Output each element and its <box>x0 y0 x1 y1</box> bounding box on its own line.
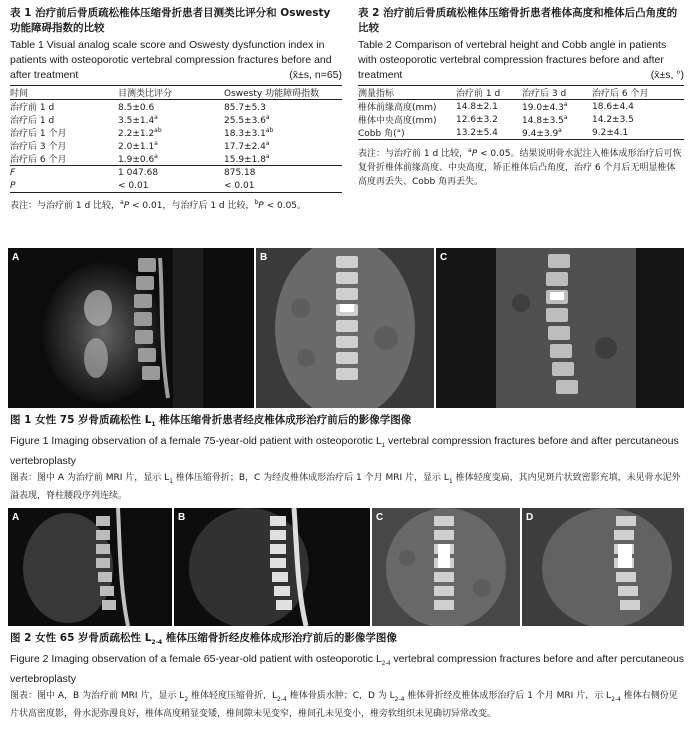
stats-row <box>10 179 342 193</box>
table2-header: 治疗前 1 d <box>456 89 501 99</box>
figure1-image-strip <box>8 248 684 408</box>
xray-lateral-image <box>436 248 684 408</box>
table-row <box>358 113 684 126</box>
value-cell: 18.6±4.4 <box>592 101 634 112</box>
figure1-caption-en: Figure 1 Imaging observation of a female 75-year-old patient with osteoporotic $L_1$ vertebral compression fractures before and after percutaneous vertebroplasty <box>10 435 679 468</box>
xray-ap-image <box>256 248 434 408</box>
figure1-panel-b <box>256 248 434 408</box>
table1 <box>10 6 342 213</box>
figure2-panel-a <box>8 508 172 626</box>
figure2-panel-d <box>522 508 684 626</box>
odi-cell: 25.5±3.6$^a$ <box>224 113 270 126</box>
table2 <box>358 6 684 189</box>
table-row <box>10 139 342 152</box>
figure2-image-strip <box>8 508 684 626</box>
table2-header: 治疗后 6 个月 <box>592 89 649 99</box>
value-cell: 9.4±3.9$^a$ <box>522 126 562 139</box>
value-cell: 19.0±4.3$^a$ <box>522 100 568 113</box>
table-row <box>10 100 342 114</box>
row-label: 治疗后 3 个月 <box>10 142 67 152</box>
vas-cell: 3.5±1.4$^a$ <box>118 113 158 126</box>
stat-value: < 0.01 <box>118 180 149 191</box>
vas-cell: 2.2±1.2$^{ab}$ <box>118 126 162 139</box>
table2-header: 治疗后 3 d <box>522 89 567 99</box>
xray-lateral-image <box>522 508 684 626</box>
row-label: 治疗后 1 个月 <box>10 129 67 139</box>
table1-header: Oswesty 功能障碍指数 <box>224 89 320 99</box>
value-cell: 14.2±3.5 <box>592 114 634 125</box>
panel-label: C <box>440 252 448 263</box>
figure1-legend: 图表：图中 A 为治疗前 MRI 片，显示 $L_1$ 椎体压缩骨折；B，C 为经皮椎体成形治疗后 1 个月 MRI 片，显示 $L_1$ 椎体轻度变扁，其内见斑片状致密影充填，未见骨水泥外溢表现，脊柱腰段序列连续。 <box>10 473 681 501</box>
stat-label: F <box>10 167 16 178</box>
row-label: 治疗前 1 d <box>10 103 55 113</box>
table2-caption-en: Table 2 Comparison of vertebral height and Cobb angle in patients with osteoporotic vertebral compression fractures before and after treatment <box>358 39 667 81</box>
table-row <box>10 113 342 126</box>
panel-label: B <box>260 252 268 263</box>
figure2-legend: 图表：图中 A，B 为治疗前 MRI 片，显示 $L_2$ 椎体轻度压缩骨折，$L_{2-4}$ 椎体骨质水肿；C，D 为 $L_{2-4}$ 椎体骨折经皮椎体成形治疗后 1 个月 MRI 片，示 $L_{2-4}$ 椎体右侧份见片状高密度影，骨水泥弥漫良好，椎体高度稍显变矮，椎间隙未见变窄，椎间孔未见变小，椎旁软组织未见确切异常改变。 <box>10 691 678 719</box>
row-label: Cobb 角(°) <box>358 129 405 139</box>
table2-header: 测量指标 <box>358 89 395 99</box>
table2-stat-note: (x̄±s, °) <box>650 69 684 81</box>
table2-footnote: 表注：与治疗前 1 d 比较，$^a$P < 0.05。结果说明骨水泥注入椎体成形治疗后可恢复骨折椎体前缘高度、中央高度，矫正椎体后凸角度，治疗 6 个月后无明显椎体高度再丢失、Cobb 角再丢失。 <box>358 147 682 187</box>
figure2-caption <box>10 631 686 721</box>
table-row <box>358 100 684 114</box>
value-cell: 9.2±4.1 <box>592 127 629 138</box>
vas-cell: 2.0±1.1$^a$ <box>118 139 158 152</box>
panel-label: A <box>12 512 20 523</box>
table1-grid <box>10 85 342 193</box>
figure1-panel-a <box>8 248 254 408</box>
mri-t2-image <box>174 508 370 626</box>
table-row <box>10 126 342 139</box>
panel-label: C <box>376 512 384 523</box>
figure2-panel-b <box>174 508 370 626</box>
row-label: 椎体中央高度(mm) <box>358 116 437 126</box>
row-label: 治疗后 6 个月 <box>10 155 67 165</box>
vas-cell: 8.5±0.6 <box>118 102 155 113</box>
figure2-caption-en: Figure 2 Imaging observation of a female 65-year-old patient with osteoporotic $L_{2-4}$ vertebral compression fractures before and after percutaneous vertebroplasty <box>10 653 685 686</box>
stat-label: P <box>10 180 16 191</box>
stat-value: < 0.01 <box>224 180 255 191</box>
table1-caption-zh: 表 1 治疗前后骨质疏松椎体压缩骨折患者目测类比评分和 Oswesty 功能障碍指数的比较 <box>10 7 331 34</box>
value-cell: 14.8±3.5$^a$ <box>522 113 568 126</box>
stat-value: 875.18 <box>224 167 256 178</box>
table1-footnote: 表注：与治疗前 1 d 比较，$^a$P < 0.01，与治疗后 1 d 比较，$^b$P < 0.05。 <box>10 199 307 211</box>
table2-grid <box>358 85 684 140</box>
value-cell: 13.2±5.4 <box>456 127 498 138</box>
stat-value: 1 047.68 <box>118 167 159 178</box>
vas-cell: 1.9±0.6$^a$ <box>118 152 158 165</box>
table1-header: 时间 <box>10 89 29 99</box>
table-row <box>10 152 342 166</box>
figure2-panel-c <box>372 508 520 626</box>
value-cell: 12.6±3.2 <box>456 114 498 125</box>
odi-cell: 85.7±5.3 <box>224 102 266 113</box>
row-label: 椎体前缘高度(mm) <box>358 103 437 113</box>
table-row <box>358 126 684 140</box>
odi-cell: 18.3±3.1$^{ab}$ <box>224 126 274 139</box>
panel-label: D <box>526 512 534 523</box>
table1-caption-en: Table 1 Visual analog scale score and Oswesty dysfunction index in patients with osteoporotic vertebral compression fractures before and after treatment <box>10 39 332 81</box>
panel-label: B <box>178 512 186 523</box>
mri-sagittal-image <box>8 248 254 408</box>
table1-stat-note: (x̄±s, n=65) <box>289 69 342 81</box>
figure1-caption-zh: 图 1 女性 75 岁骨质疏松性 $L_1$ 椎体压缩骨折患者经皮椎体成形治疗前后的影像学图像 <box>10 414 412 429</box>
xray-ap-image <box>372 508 520 626</box>
stats-row <box>10 166 342 180</box>
panel-label: A <box>12 252 20 263</box>
table1-header: 目测类比评分 <box>118 89 173 99</box>
mri-t1-image <box>8 508 172 626</box>
figure1-panel-c <box>436 248 684 408</box>
figure2-caption-zh: 图 2 女性 65 岁骨质疏松性 $L_{2-4}$ 椎体压缩骨折经皮椎体成形治疗前后的影像学图像 <box>10 632 397 647</box>
figure1-caption <box>10 413 686 503</box>
odi-cell: 17.7±2.4$^a$ <box>224 139 270 152</box>
row-label: 治疗后 1 d <box>10 116 55 126</box>
table2-caption-zh: 表 2 治疗前后骨质疏松椎体压缩骨折患者椎体高度和椎体后凸角度的比较 <box>358 7 678 34</box>
odi-cell: 15.9±1.8$^a$ <box>224 152 270 165</box>
value-cell: 14.8±2.1 <box>456 101 498 112</box>
